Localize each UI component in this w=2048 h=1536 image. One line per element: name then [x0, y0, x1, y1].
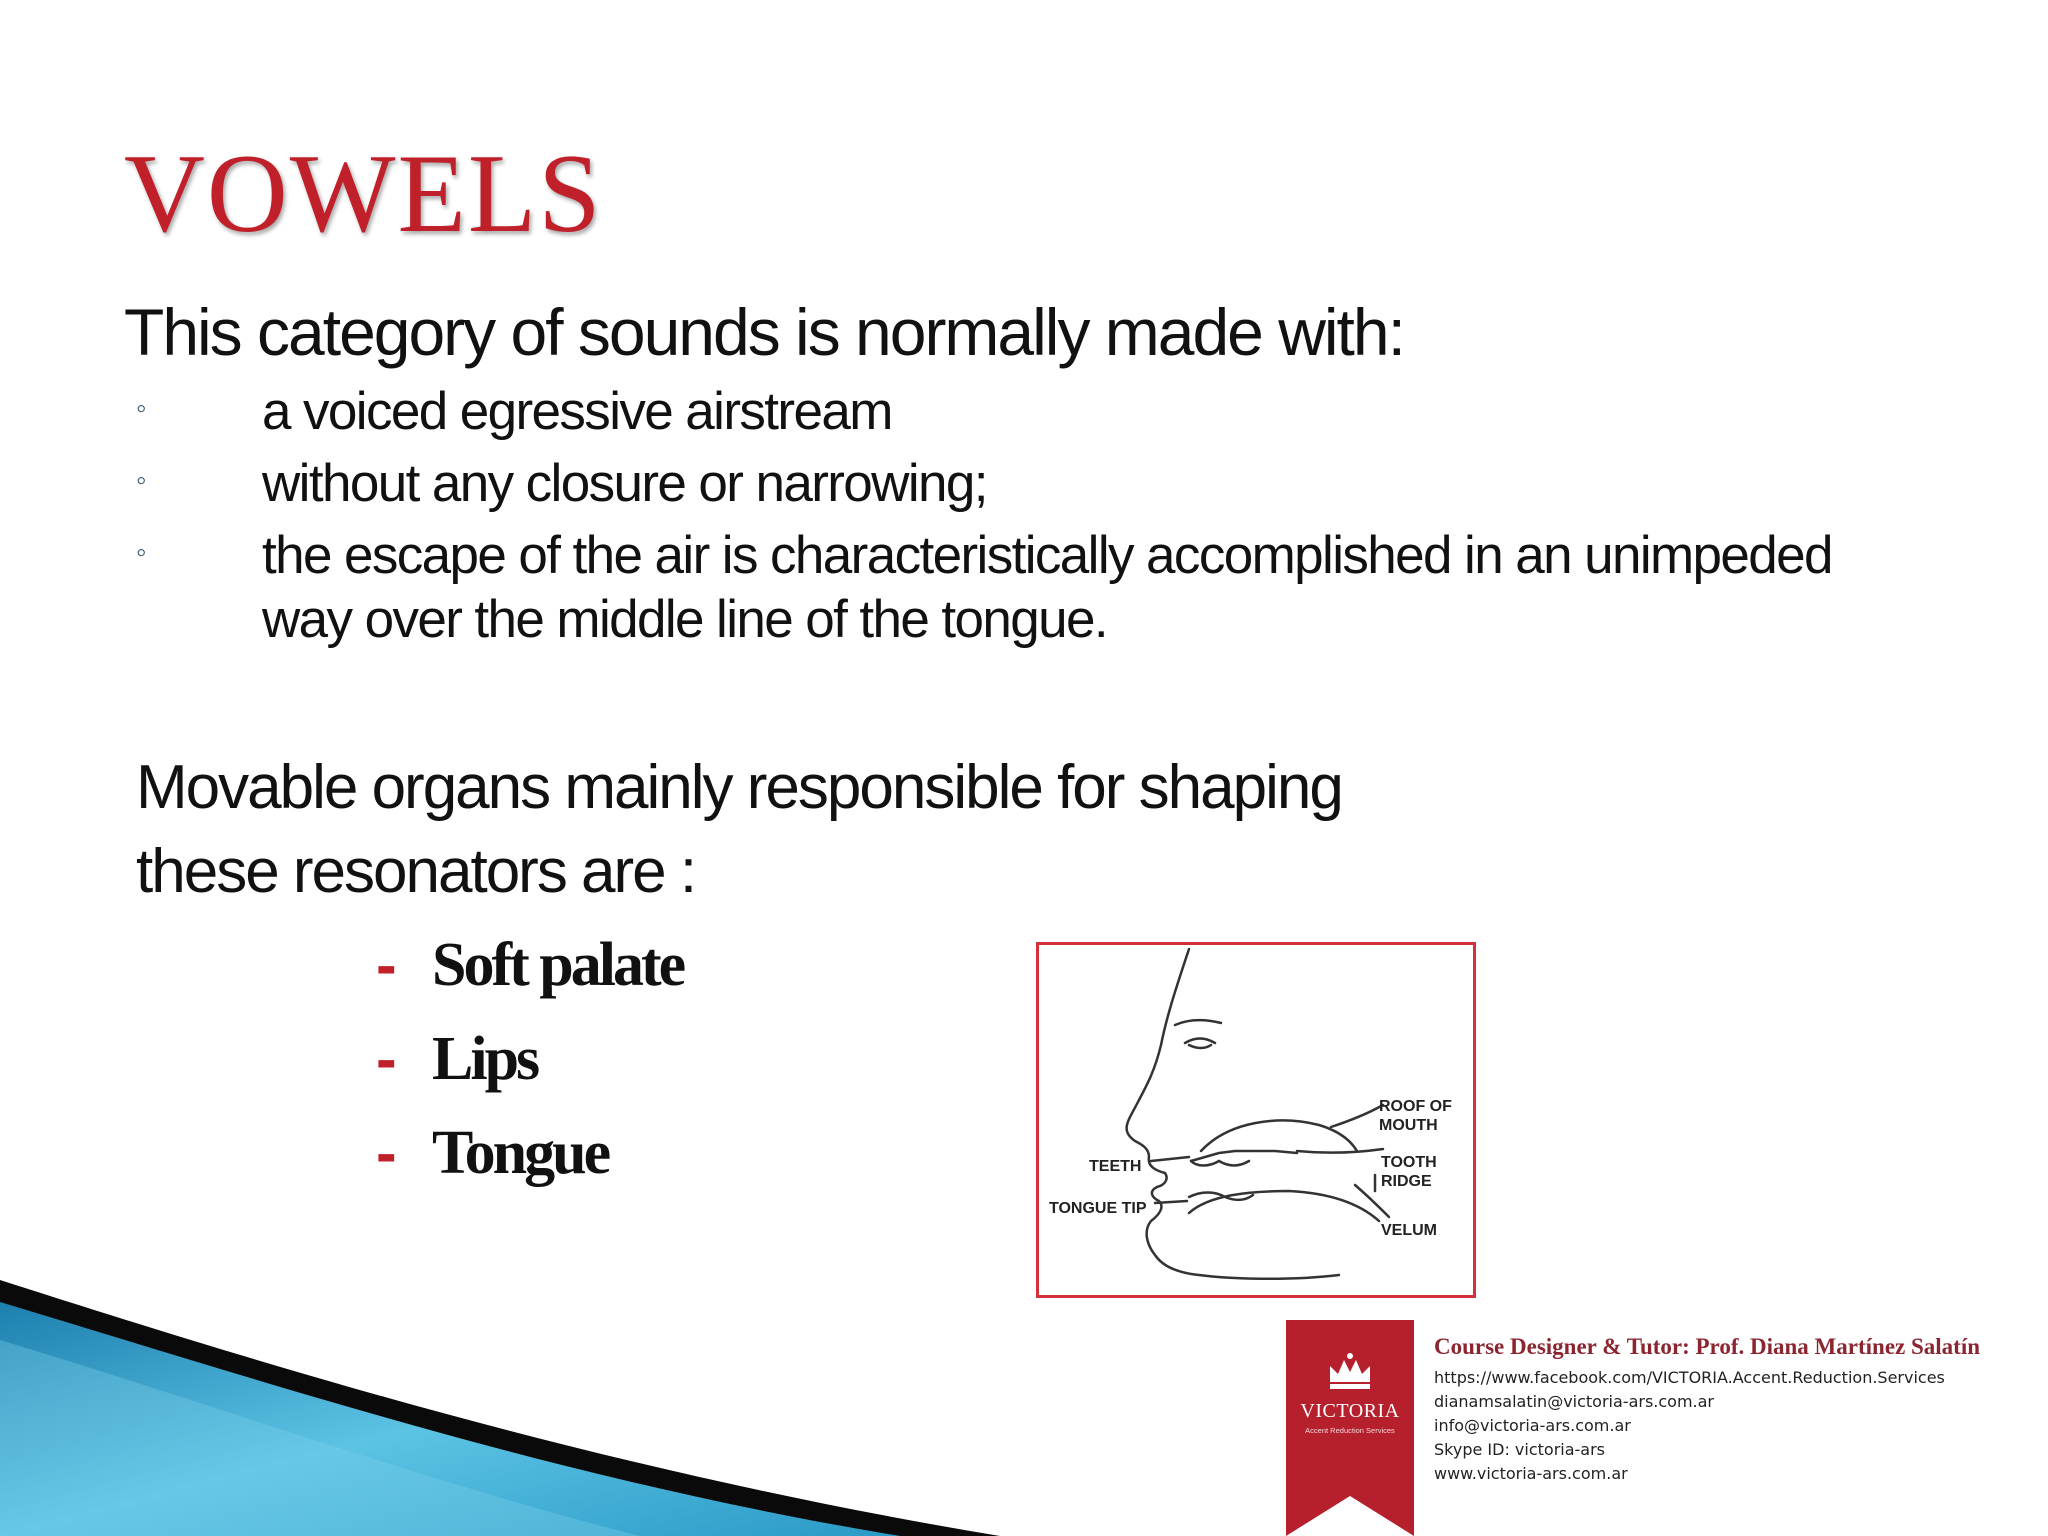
organ-soft-palate — [376, 918, 683, 1012]
label-tongue-tip: TONGUE TIP — [1049, 1200, 1147, 1217]
facebook-link[interactable]: https://www.facebook.com/VICTORIA.Accent.Reduction.Services — [1434, 1368, 1945, 1387]
organ-tongue — [376, 1106, 683, 1200]
label-tooth-ridge — [1381, 1153, 1437, 1191]
dash-marker: - — [376, 1024, 394, 1094]
bullet-marker: ◦ — [136, 464, 147, 497]
label-roof-of-mouth — [1379, 1097, 1452, 1135]
victoria-logo — [1286, 1320, 1414, 1536]
mouth-diagram — [1036, 942, 1476, 1298]
organ-label: Soft palate — [432, 930, 684, 999]
movable-line-1: Movable organs mainly responsible for shaping — [136, 753, 1342, 822]
movable-line-2: these resonators are : — [136, 837, 696, 906]
bullet-text: without any closure or narrowing; — [262, 454, 987, 513]
bullet-marker: ◦ — [136, 536, 147, 569]
label-roof-line-1: ROOF OF — [1379, 1098, 1452, 1115]
bullet-text: a voiced egressive airstream — [262, 382, 892, 441]
slide-title: VOWELS — [124, 132, 603, 256]
organ-list — [376, 918, 683, 1200]
label-tooth-line-1: TOOTH — [1381, 1154, 1437, 1171]
corner-swoosh-decoration — [0, 1280, 1000, 1536]
label-velum: VELUM — [1381, 1222, 1437, 1239]
logo-subtitle: Accent Reduction Services — [1305, 1426, 1395, 1435]
label-tooth-line-2: RIDGE — [1381, 1173, 1432, 1190]
dash-marker: - — [376, 930, 394, 1000]
movable-organs-text — [136, 746, 1636, 914]
website-link[interactable]: www.victoria-ars.com.ar — [1434, 1464, 1628, 1483]
email-link-info[interactable]: info@victoria-ars.com.ar — [1434, 1416, 1631, 1435]
bullet-text: the escape of the air is characteristically accomplished in an unimpeded way over the middle line of the tongue. — [262, 526, 1832, 649]
email-link-diana[interactable]: dianamsalatin@victoria-ars.com.ar — [1434, 1392, 1715, 1411]
label-teeth: TEETH — [1089, 1158, 1142, 1175]
dash-marker: - — [376, 1118, 394, 1188]
organ-lips — [376, 1012, 683, 1106]
intro-text: This category of sounds is normally made with: — [124, 295, 1404, 369]
organ-label: Lips — [432, 1024, 538, 1093]
bullet-marker: ◦ — [136, 392, 147, 425]
skype-id: Skype ID: victoria-ars — [1434, 1440, 1606, 1459]
label-roof-line-2: MOUTH — [1379, 1117, 1438, 1134]
credit-title: Course Designer & Tutor: Prof. Diana Martínez Salatín — [1434, 1334, 1981, 1359]
credits-block — [1434, 1334, 2044, 1486]
organ-label: Tongue — [432, 1118, 609, 1187]
logo-name: VICTORIA — [1300, 1400, 1400, 1422]
